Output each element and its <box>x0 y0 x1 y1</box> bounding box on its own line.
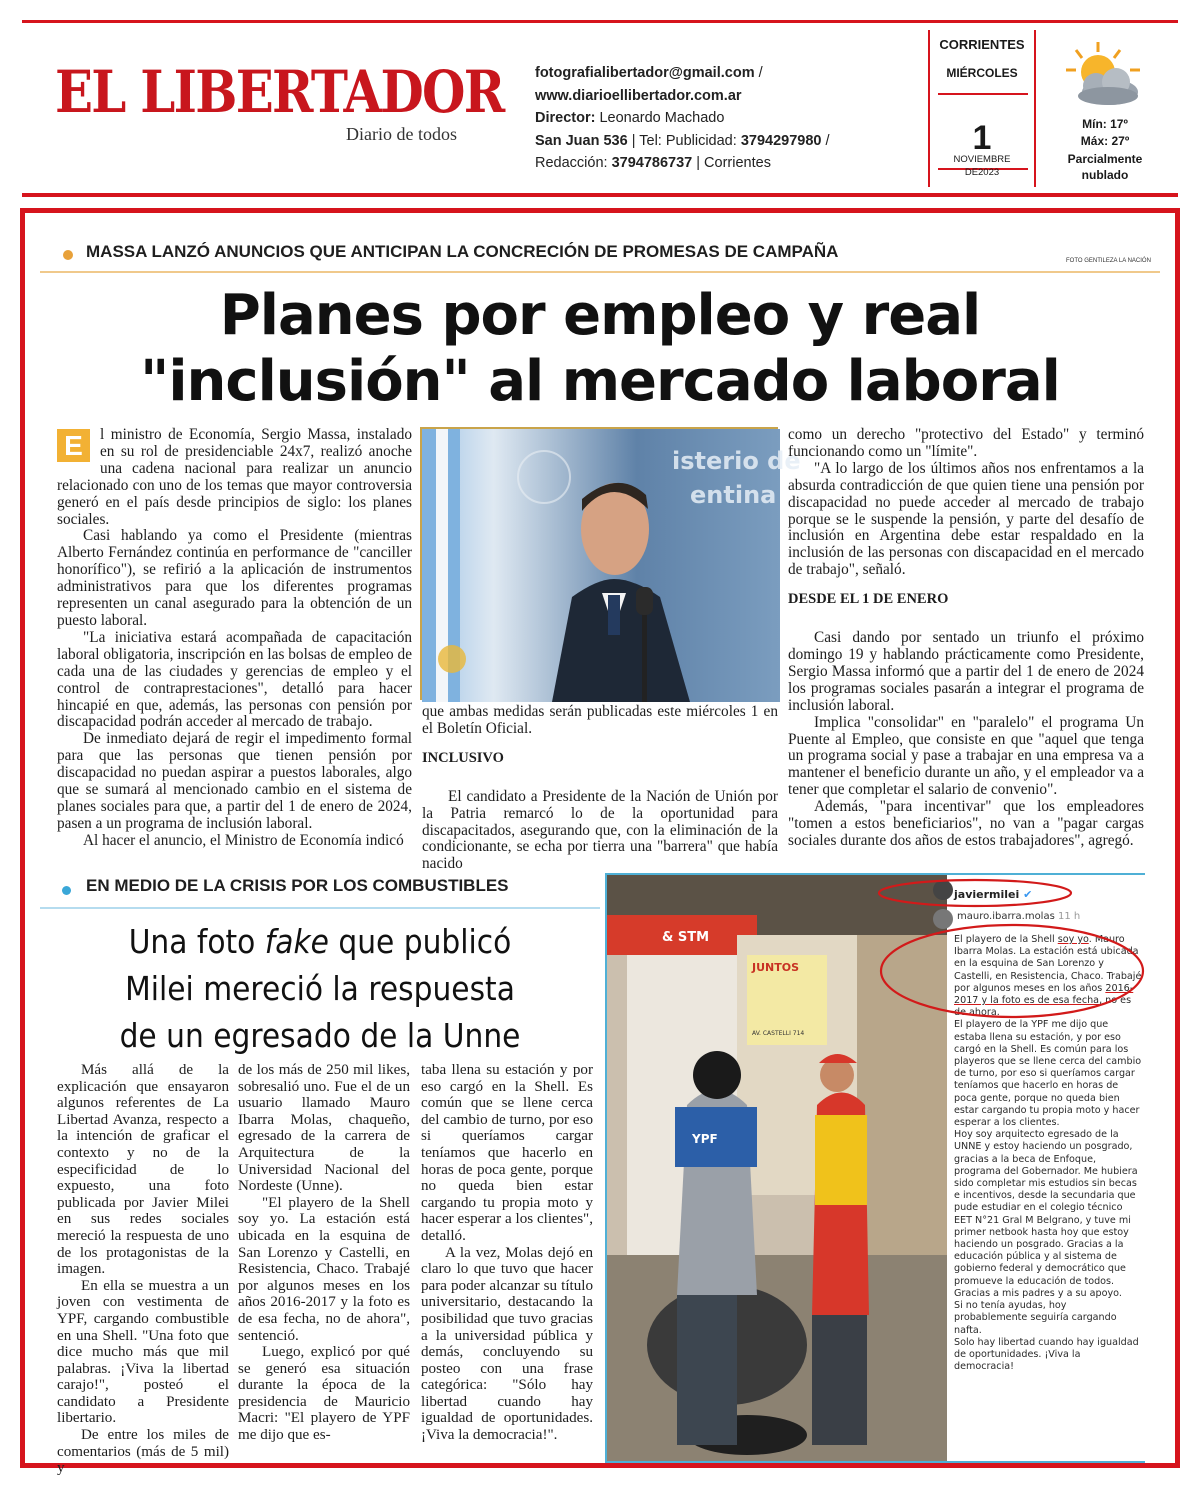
date-divider <box>938 93 1028 95</box>
article1-column-2 <box>422 704 778 873</box>
headline-line-2: "inclusión" al mercado laboral <box>140 349 1060 414</box>
paragraph: taba llena su estación y por eso cargó en la Shell. Es común que se llene cerca del cambio de turno, por eso si queríamos cargar teníamos que hacerlo en horas de poca gente, porque no queda bien estar cargando tu propia moto y hacer esperar a los clientes", detalló. <box>421 1062 593 1244</box>
weather-box <box>1040 30 1170 187</box>
city-suffix: | Corrientes <box>692 155 771 171</box>
tel-sep: / <box>821 132 830 149</box>
paragraph: "A lo largo de los últimos años nos enfrentamos a la absurda contradicción de que quien tiene una pensión por discapacidad no puede acceder al mercado de trabajo porque se le suspende la pensión, y parte del desafío de inclusión en Argentina debe estar respaldado en la inclusión de las personas con discapacidad en el mercado de trabajo", señaló. <box>788 459 1144 579</box>
drop-cap: E <box>57 429 90 462</box>
highlight-ellipse <box>877 921 1147 1021</box>
headline-line-3: de un egresado de la Unne <box>119 1016 521 1055</box>
date-day: 1 <box>972 119 992 157</box>
photo-credit: FOTO GENTILEZA LA NACIÓN <box>1066 258 1151 264</box>
paragraph: Más allá de la explicación que ensayaron algunos referentes de La Libertad Avanza, respecto a la intención de graficar el contexto y no de la especificidad de lo expuesto, una foto publicada por Javier Milei en sus redes sociales mereció la respuesta de uno de los protagonistas de la imagen. <box>57 1062 229 1278</box>
paragraph: Además, "para incentivar" que los empleadores "tomen a estos beneficiarios", no van a "pagar cargas sociales durante dos años de estos trabajadores", agregó. <box>788 798 1144 849</box>
paragraph: "El playero de la Shell soy yo. La estación está ubicada en la esquina de San Lorenzo y Castelli, en Resistencia, Chaco. Trabajé por algunos meses en los años 2016-2017 y la foto es de esa fecha, no de ahora", sentenció. <box>238 1194 410 1344</box>
tel-publicidad: 3794297980 <box>740 132 822 149</box>
article1-headline[interactable] <box>40 283 1160 415</box>
paragraph: que ambas medidas serán publicadas este miércoles 1 en el Boletín Oficial. <box>422 703 778 737</box>
headline-line-1: Planes por empleo y real <box>219 283 981 348</box>
paragraph: de los más de 250 mil likes, sobresalió uno. Fue el de un usuario llamado Mauro Ibarra Molas, chaqueño, egresado de la carrera de Arquitectura de la Universidad Nacional del Nordeste (Unne). <box>238 1062 410 1195</box>
sign-castelli: AV. CASTELLI 714 <box>752 1030 805 1037</box>
director-label: Director: <box>535 110 596 126</box>
tel-label: | Tel: Publicidad: <box>627 132 741 149</box>
article2-column-3 <box>421 1062 593 1444</box>
redaccion-label: Redacción: <box>535 155 612 171</box>
kicker-bullet <box>62 886 71 895</box>
paragraph: De inmediato dejará de regir el impedimento formal para que las personas que tienen pensión por discapacidad no puedan aspirar a puestos laborales, algo que se sumará al mencionado cambio en el sistema de planes sociales para que, a partir del 1 de enero de 2024, pasen a un programa de inclusión laboral. <box>57 730 412 832</box>
ig-comment-text: El playero de la Shell soy yo. Mauro Ibarra Molas. La estación está ubicada en la esquina de San Lorenzo y Castelli, en Resistencia, Chaco. Trabajé por algunos meses en los años 2016-2017 y la foto es de esa fecha, no es de ahora. El playero de la YPF me dijo que estaba llena su estación, y por eso cargó en la Shell. Es común para los playeros que se llene cerca del cambio de turno, por eso si queríamos cargar teníamos que hacerlo en horas de poca gente, porque no queda bien estar cargando tu propia moto y hacer esperar a los clientes. Hoy soy arquitecto egresado de la UNNE y estoy haciendo un posgrado, gracias a la beca de Enfoque, programa del Gobernador. Me hubiera sido completar mis estudios sin becas e incentivos, desde la secundaria que pude estudiar en el colegio técnico EET N°21 Gral M Belgrano, y tuve mi primer netbook hasta hoy que estoy haciendo un posgrado. Gracias a la educación pública y al sistema de gobierno federal y democrático que promueve la educación de todos. Gracias a mis padres y a su apoyo. Si no tenía ayudas, hoy probablemente seguiría cargando nafta. Solo hay libertad cuando hay igualdad de oportunidades. ¡Viva la democracia! <box>954 934 1142 1373</box>
ig-username[interactable]: javiermilei ✔ <box>954 888 1033 901</box>
masthead-tagline: Diario de todos <box>346 124 457 144</box>
photo-backdrop-text-1: isterio de <box>672 447 801 475</box>
paragraph: Al hacer el anuncio, el Ministro de Economía indicó <box>83 831 404 849</box>
date-box <box>928 30 1036 187</box>
weather-desc-1: Parcialmente <box>1067 152 1143 166</box>
weather-min: Mín: 17º <box>1082 117 1128 131</box>
kicker-bullet <box>63 250 73 260</box>
masthead-title: EL LIBERTADOR <box>55 58 504 126</box>
headline-line-1: Una foto fake que publicó <box>128 922 512 961</box>
paragraph: Implica "consolidar" en "paralelo" el programa Un Puente al Empleo, que consiste en que "aquel que tenga un programa social y pase a trabajar en una empresa va a mantener el beneficio durante un año, y el empleador va a tener que completar el salario de convenio". <box>788 713 1144 799</box>
headline-line-2: Milei mereció la respuesta <box>125 969 515 1008</box>
paragraph: Casi dando por sentado un triunfo el próximo domingo 19 y hablando prácticamente como Presidente, Sergio Massa informó que a partir del 1 de enero de 2024 los programas sociales pasarán a integrar el programa de inclusión laboral. <box>788 629 1144 714</box>
article2-column-1 <box>57 1062 229 1477</box>
kicker-rule <box>40 907 600 909</box>
paragraph: De entre los miles de comentarios (más de 5 mil) y <box>57 1427 229 1477</box>
article2-headline[interactable] <box>68 918 572 1059</box>
article1-column-3 <box>788 427 1144 850</box>
highlight-ellipse <box>875 877 1075 909</box>
contact-website[interactable]: www.diarioellibertador.com.ar <box>535 87 742 104</box>
paragraph: A la vez, Molas dejó en claro lo que tuvo que hacer para poder alcanzar su título universitario, destacando la posibilidad que tuvo gracias a la universidad pública y demás, concluyendo su posteo con una frase categórica: "Sólo hay libertad cuando hay igualdad de oportunidades. ¡Viva la democracia!". <box>421 1244 593 1444</box>
paragraph: Casi hablando ya como el Presidente (mientras Alberto Fernández continúa en performance de "canciller honorífico"), se refirió a la aplicación de instrumentos administrativos para que los diferentes programas representen un canal asegurado para la obtención de un puesto laboral. <box>57 527 412 629</box>
paragraph: como un derecho "protectivo del Estado" y terminó funcionando como un "límite". <box>788 426 1144 460</box>
tel-redaccion: 3794786737 <box>611 155 693 171</box>
date-month: NOVIEMBRE <box>953 154 1011 165</box>
header-rule <box>22 193 1178 197</box>
sign-juntos: JUNTOS <box>752 961 800 974</box>
sign-ypf: YPF <box>692 1132 718 1146</box>
weather-max: Máx: 27º <box>1080 134 1130 148</box>
top-rule <box>22 20 1178 23</box>
paragraph: "La iniciativa estará acompañada de capacitación laboral obligatoria, inscripción en las bolsas de empleo de cada una de las ciudades y gerencias de empleo y el control de contraprestaciones", detalló para hacer hincapié en que, además, las personas con pensión por discapacidad podrán acceder al mercado de trabajo. <box>57 628 412 731</box>
milei-post-photo[interactable] <box>605 873 1145 1463</box>
kicker-rule <box>40 271 1160 273</box>
weather-desc <box>1040 151 1170 183</box>
paragraph: E l ministro de Economía, Sergio Massa, instalado en su rol de presidenciable 24x7, realizó anoche una cadena nacional para realizar un anuncio relacionado con uno de los temas que mayor controversia generó en el país desde principios de siglo: los planes sociales. <box>57 426 412 528</box>
director-name: Leonardo Machado <box>595 110 725 126</box>
article2-kicker: EN MEDIO DE LA CRISIS POR LOS COMBUSTIBLES <box>86 876 509 895</box>
masthead[interactable] <box>55 58 504 153</box>
photo-backdrop-text-2: entina <box>690 481 777 509</box>
contact-info <box>535 62 895 175</box>
date-city: CORRIENTES <box>939 37 1025 52</box>
ig-commenter[interactable]: mauro.ibarra.molas 11 h <box>957 911 1081 922</box>
article1-column-1 <box>57 427 412 850</box>
sign-stm: & STM <box>662 930 710 945</box>
contact-email-sep: / <box>754 65 763 81</box>
article2-column-2 <box>238 1062 410 1444</box>
date-year: DE2023 <box>964 167 1000 178</box>
paragraph: Luego, explicó por qué se generó esa situación durante la época de la presidencia de Mauricio Macri: "El playero de YPF me dijo que es- <box>238 1344 410 1444</box>
headline-fake-word: fake <box>264 922 329 961</box>
subhead-desde-enero: DESDE EL 1 DE ENERO <box>788 591 949 608</box>
contact-address: San Juan 536 <box>535 132 628 149</box>
article1-kicker: MASSA LANZÓ ANUNCIOS QUE ANTICIPAN LA CONCRECIÓN DE PROMESAS DE CAMPAÑA <box>86 242 839 261</box>
subhead-inclusivo: INCLUSIVO <box>422 749 504 766</box>
date-weekday: MIÉRCOLES <box>946 66 1018 80</box>
partly-cloudy-icon <box>1058 38 1148 113</box>
paragraph: El candidato a Presidente de la Nación de Unión por la Patria remarcó lo de la oportunidad para discapacitados, asegurando que, con la eliminación de la condicionante, se echa por tierra una "barrera" que había nacido <box>422 787 778 873</box>
massa-photo-image <box>422 429 801 702</box>
massa-photo[interactable] <box>420 427 801 700</box>
weather-desc-2: nublado <box>1081 168 1129 182</box>
contact-email[interactable]: fotografialibertador@gmail.com <box>535 65 755 81</box>
paragraph: En ella se muestra a un joven con vestimenta de YPF, cargando combustible en una Shell. "Una foto que dice mucho más que mil palabras. ¡Viva la libertad carajo!", posteó el candidato a Presidente libertario. <box>57 1277 229 1427</box>
